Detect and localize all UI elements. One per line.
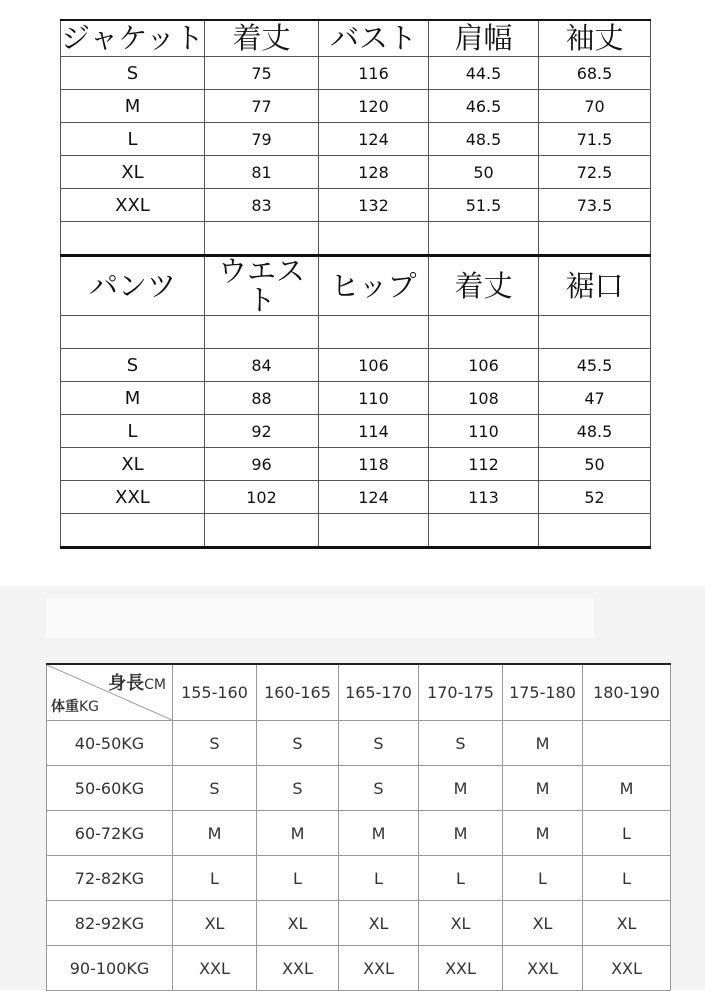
jacket-header-row [61, 20, 651, 57]
size-cell: M [503, 721, 583, 766]
weight-cell: 82-92KG [47, 901, 173, 946]
value-cell: 44.5 [429, 57, 539, 90]
height-label: 身長CM [108, 673, 166, 694]
value-cell: 81 [205, 156, 319, 189]
size-cell [583, 721, 671, 766]
size-cell: M [503, 766, 583, 811]
pants-row [61, 448, 651, 481]
height-range-cell: 175-180 [503, 664, 583, 721]
jacket-header-cell: 肩幅 [429, 20, 539, 57]
weight-cell: 60-72KG [47, 811, 173, 856]
pants-row [61, 481, 651, 514]
empty-cell [539, 514, 651, 548]
size-cell: M [61, 382, 205, 415]
value-cell: 73.5 [539, 189, 651, 222]
size-cell: L [583, 856, 671, 901]
jacket-header-cell: 着丈 [205, 20, 319, 57]
size-cell: XXL [503, 946, 583, 991]
pants-row [61, 415, 651, 448]
value-cell: 110 [429, 415, 539, 448]
size-recommendation-table [46, 663, 671, 991]
weight-cell: 72-82KG [47, 856, 173, 901]
empty-cell [429, 514, 539, 548]
jacket-header-cell: ジャケット [61, 21, 204, 55]
empty-cell [61, 514, 205, 548]
value-cell: 75 [205, 57, 319, 90]
value-cell: 84 [205, 349, 319, 382]
weight-row [47, 901, 671, 946]
size-cell: M [339, 811, 419, 856]
value-cell: 83 [205, 189, 319, 222]
value-cell: 92 [205, 415, 319, 448]
size-cell: XXL [419, 946, 503, 991]
pants-header-cell: 裾口 [539, 256, 651, 316]
empty-row [61, 316, 651, 349]
value-cell: 116 [319, 57, 429, 90]
value-cell: 106 [319, 349, 429, 382]
size-cell: S [173, 721, 257, 766]
size-cell: L [173, 856, 257, 901]
jacket-header-cell: バスト [319, 20, 429, 57]
value-cell: 114 [319, 415, 429, 448]
pants-header-cell: ヒップ [319, 256, 429, 316]
size-cell: L [503, 856, 583, 901]
value-cell: 52 [539, 481, 651, 514]
size-cell: S [61, 349, 205, 382]
pants-row [61, 382, 651, 415]
value-cell: 124 [319, 123, 429, 156]
pants-header-cell: 着丈 [429, 256, 539, 316]
size-cell: M [257, 811, 339, 856]
weight-row [47, 766, 671, 811]
size-cell: S [173, 766, 257, 811]
weight-row [47, 946, 671, 991]
empty-cell [319, 222, 429, 256]
corner-header-cell [47, 664, 173, 721]
pants-header-cell: ウエスト [205, 256, 319, 316]
pants-header-row [61, 256, 651, 316]
pants-header-cell: パンツ [61, 256, 205, 316]
size-cell: XXL [583, 946, 671, 991]
height-header-row [47, 664, 671, 721]
value-cell: 132 [319, 189, 429, 222]
size-cell: XXL [61, 481, 205, 514]
size-cell: M [583, 766, 671, 811]
empty-cell [205, 514, 319, 548]
jacket-row [61, 189, 651, 222]
size-chart-table [60, 19, 651, 549]
value-cell: 72.5 [539, 156, 651, 189]
value-cell: 48.5 [429, 123, 539, 156]
empty-cell [539, 222, 651, 256]
weight-row [47, 721, 671, 766]
value-cell: 112 [429, 448, 539, 481]
size-cell: S [61, 57, 205, 90]
size-cell: XL [339, 901, 419, 946]
value-cell: 120 [319, 90, 429, 123]
size-cell: M [419, 811, 503, 856]
value-cell: 88 [205, 382, 319, 415]
value-cell: 113 [429, 481, 539, 514]
height-range-cell: 160-165 [257, 664, 339, 721]
size-cell: L [419, 856, 503, 901]
weight-cell: 90-100KG [47, 946, 173, 991]
weight-row [47, 811, 671, 856]
jacket-header-cell: 袖丈 [539, 20, 651, 57]
value-cell: 79 [205, 123, 319, 156]
height-range-cell: 155-160 [173, 664, 257, 721]
empty-row [61, 514, 651, 548]
size-cell: L [257, 856, 339, 901]
jacket-row [61, 57, 651, 90]
value-cell: 51.5 [429, 189, 539, 222]
jacket-row [61, 90, 651, 123]
size-cell: S [339, 766, 419, 811]
value-cell: 102 [205, 481, 319, 514]
empty-cell [205, 316, 319, 349]
size-cell: S [419, 721, 503, 766]
size-cell: L [61, 415, 205, 448]
weight-row [47, 856, 671, 901]
empty-row [61, 222, 651, 256]
empty-cell [429, 316, 539, 349]
blank-banner [46, 598, 594, 638]
jacket-row [61, 156, 651, 189]
value-cell: 108 [429, 382, 539, 415]
size-cell: M [503, 811, 583, 856]
size-cell: M [419, 766, 503, 811]
size-cell: XL [257, 901, 339, 946]
size-cell: XL [61, 448, 205, 481]
height-range-cell: 165-170 [339, 664, 419, 721]
value-cell: 96 [205, 448, 319, 481]
weight-label: 体重KG [51, 699, 100, 715]
value-cell: 77 [205, 90, 319, 123]
value-cell: 128 [319, 156, 429, 189]
size-cell: XXL [61, 189, 205, 222]
pants-row [61, 349, 651, 382]
size-cell: XL [419, 901, 503, 946]
weight-cell: 40-50KG [47, 721, 173, 766]
size-cell: XXL [339, 946, 419, 991]
size-cell: L [339, 856, 419, 901]
size-cell: L [583, 811, 671, 856]
value-cell: 48.5 [539, 415, 651, 448]
height-range-cell: 170-175 [419, 664, 503, 721]
value-cell: 50 [429, 156, 539, 189]
size-cell: XXL [173, 946, 257, 991]
size-cell: XL [61, 156, 205, 189]
empty-cell [61, 222, 205, 256]
value-cell: 45.5 [539, 349, 651, 382]
weight-cell: 50-60KG [47, 766, 173, 811]
value-cell: 118 [319, 448, 429, 481]
value-cell: 124 [319, 481, 429, 514]
size-cell: S [339, 721, 419, 766]
value-cell: 71.5 [539, 123, 651, 156]
size-cell: M [61, 90, 205, 123]
size-cell: XL [173, 901, 257, 946]
value-cell: 110 [319, 382, 429, 415]
size-cell: L [61, 123, 205, 156]
empty-cell [319, 316, 429, 349]
value-cell: 47 [539, 382, 651, 415]
size-cell: S [257, 766, 339, 811]
jacket-row [61, 123, 651, 156]
empty-cell [205, 222, 319, 256]
value-cell: 46.5 [429, 90, 539, 123]
value-cell: 68.5 [539, 57, 651, 90]
value-cell: 70 [539, 90, 651, 123]
height-range-cell: 180-190 [583, 664, 671, 721]
size-cell: S [257, 721, 339, 766]
size-cell: M [173, 811, 257, 856]
empty-cell [429, 222, 539, 256]
empty-cell [319, 514, 429, 548]
empty-cell [539, 316, 651, 349]
value-cell: 106 [429, 349, 539, 382]
size-cell: XXL [257, 946, 339, 991]
size-cell: XL [583, 901, 671, 946]
value-cell: 50 [539, 448, 651, 481]
empty-cell [61, 316, 205, 349]
size-cell: XL [503, 901, 583, 946]
